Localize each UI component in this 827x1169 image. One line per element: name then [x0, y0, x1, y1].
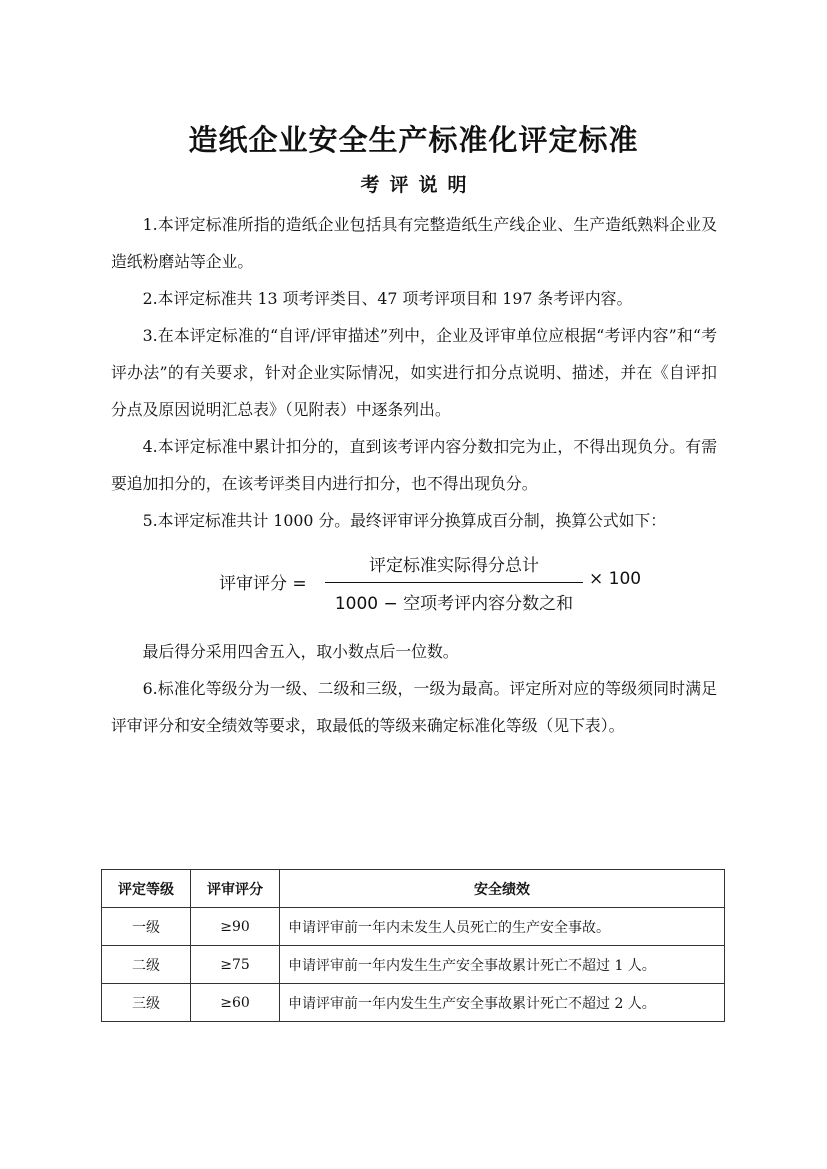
formula-fraction	[323, 551, 585, 614]
header-score: 评审评分	[191, 870, 280, 908]
paragraph-6: 6.标准化等级分为一级、二级和三级，一级为最高。评定所对应的等级须同时满足评审评分和安全绩效等要求，取最低的等级来确定标准化等级（见下表）。	[111, 679, 717, 735]
header-grade: 评定等级	[102, 870, 191, 908]
table-header-row	[102, 870, 725, 908]
formula-lhs: 评审评分 =	[219, 574, 307, 594]
cell-score: ≥75	[191, 946, 280, 984]
table-row	[102, 984, 725, 1022]
section-subtitle: 考评说明	[360, 174, 477, 196]
score-formula	[111, 551, 717, 619]
formula-denominator: 1000 − 空项考评内容分数之和	[334, 594, 574, 614]
cell-safety: 申请评审前一年内发生生产安全事故累计死亡不超过 2 人。	[280, 984, 725, 1022]
cell-safety: 申请评审前一年内发生生产安全事故累计死亡不超过 1 人。	[280, 946, 725, 984]
table-row	[102, 946, 725, 984]
paragraph-3: 3.在本评定标准的“自评/评审描述”列中，企业及评审单位应根据“考评内容”和“考评办法”的有关要求，针对企业实际情况，如实进行扣分点说明、描述，并在《自评扣分点及原因说明汇总表》（见附表）中逐条列出。	[111, 326, 717, 419]
body-text	[111, 206, 717, 744]
formula-numerator: 评定标准实际得分总计	[369, 556, 539, 576]
paragraph-2: 2.本评定标准共 13 项考评类目、47 项考评项目和 197 条考评内容。	[142, 289, 633, 308]
cell-grade: 一级	[102, 908, 191, 946]
cell-grade: 二级	[102, 946, 191, 984]
document-title: 造纸企业安全生产标准化评定标准	[188, 123, 639, 157]
formula-rhs: × 100	[589, 569, 642, 589]
table-row	[102, 908, 725, 946]
header-safety-performance: 安全绩效	[280, 870, 725, 908]
paragraph-rounding: 最后得分采用四舍五入，取小数点后一位数。	[142, 642, 459, 661]
cell-score: ≥60	[191, 984, 280, 1022]
cell-score: ≥90	[191, 908, 280, 946]
paragraph-1: 1.本评定标准所指的造纸企业包括具有完整造纸生产线企业、生产造纸熟料企业及造纸粉磨站等企业。	[111, 215, 717, 271]
grade-table	[101, 869, 725, 1022]
paragraph-5: 5.本评定标准共计 1000 分。最终评审评分换算成百分制，换算公式如下：	[142, 511, 667, 530]
paragraph-4: 4.本评定标准中累计扣分的，直到该考评内容分数扣完为止，不得出现负分。有需要追加扣分的，在该考评类目内进行扣分，也不得出现负分。	[111, 437, 717, 493]
cell-grade: 三级	[102, 984, 191, 1022]
cell-safety: 申请评审前一年内未发生人员死亡的生产安全事故。	[280, 908, 725, 946]
